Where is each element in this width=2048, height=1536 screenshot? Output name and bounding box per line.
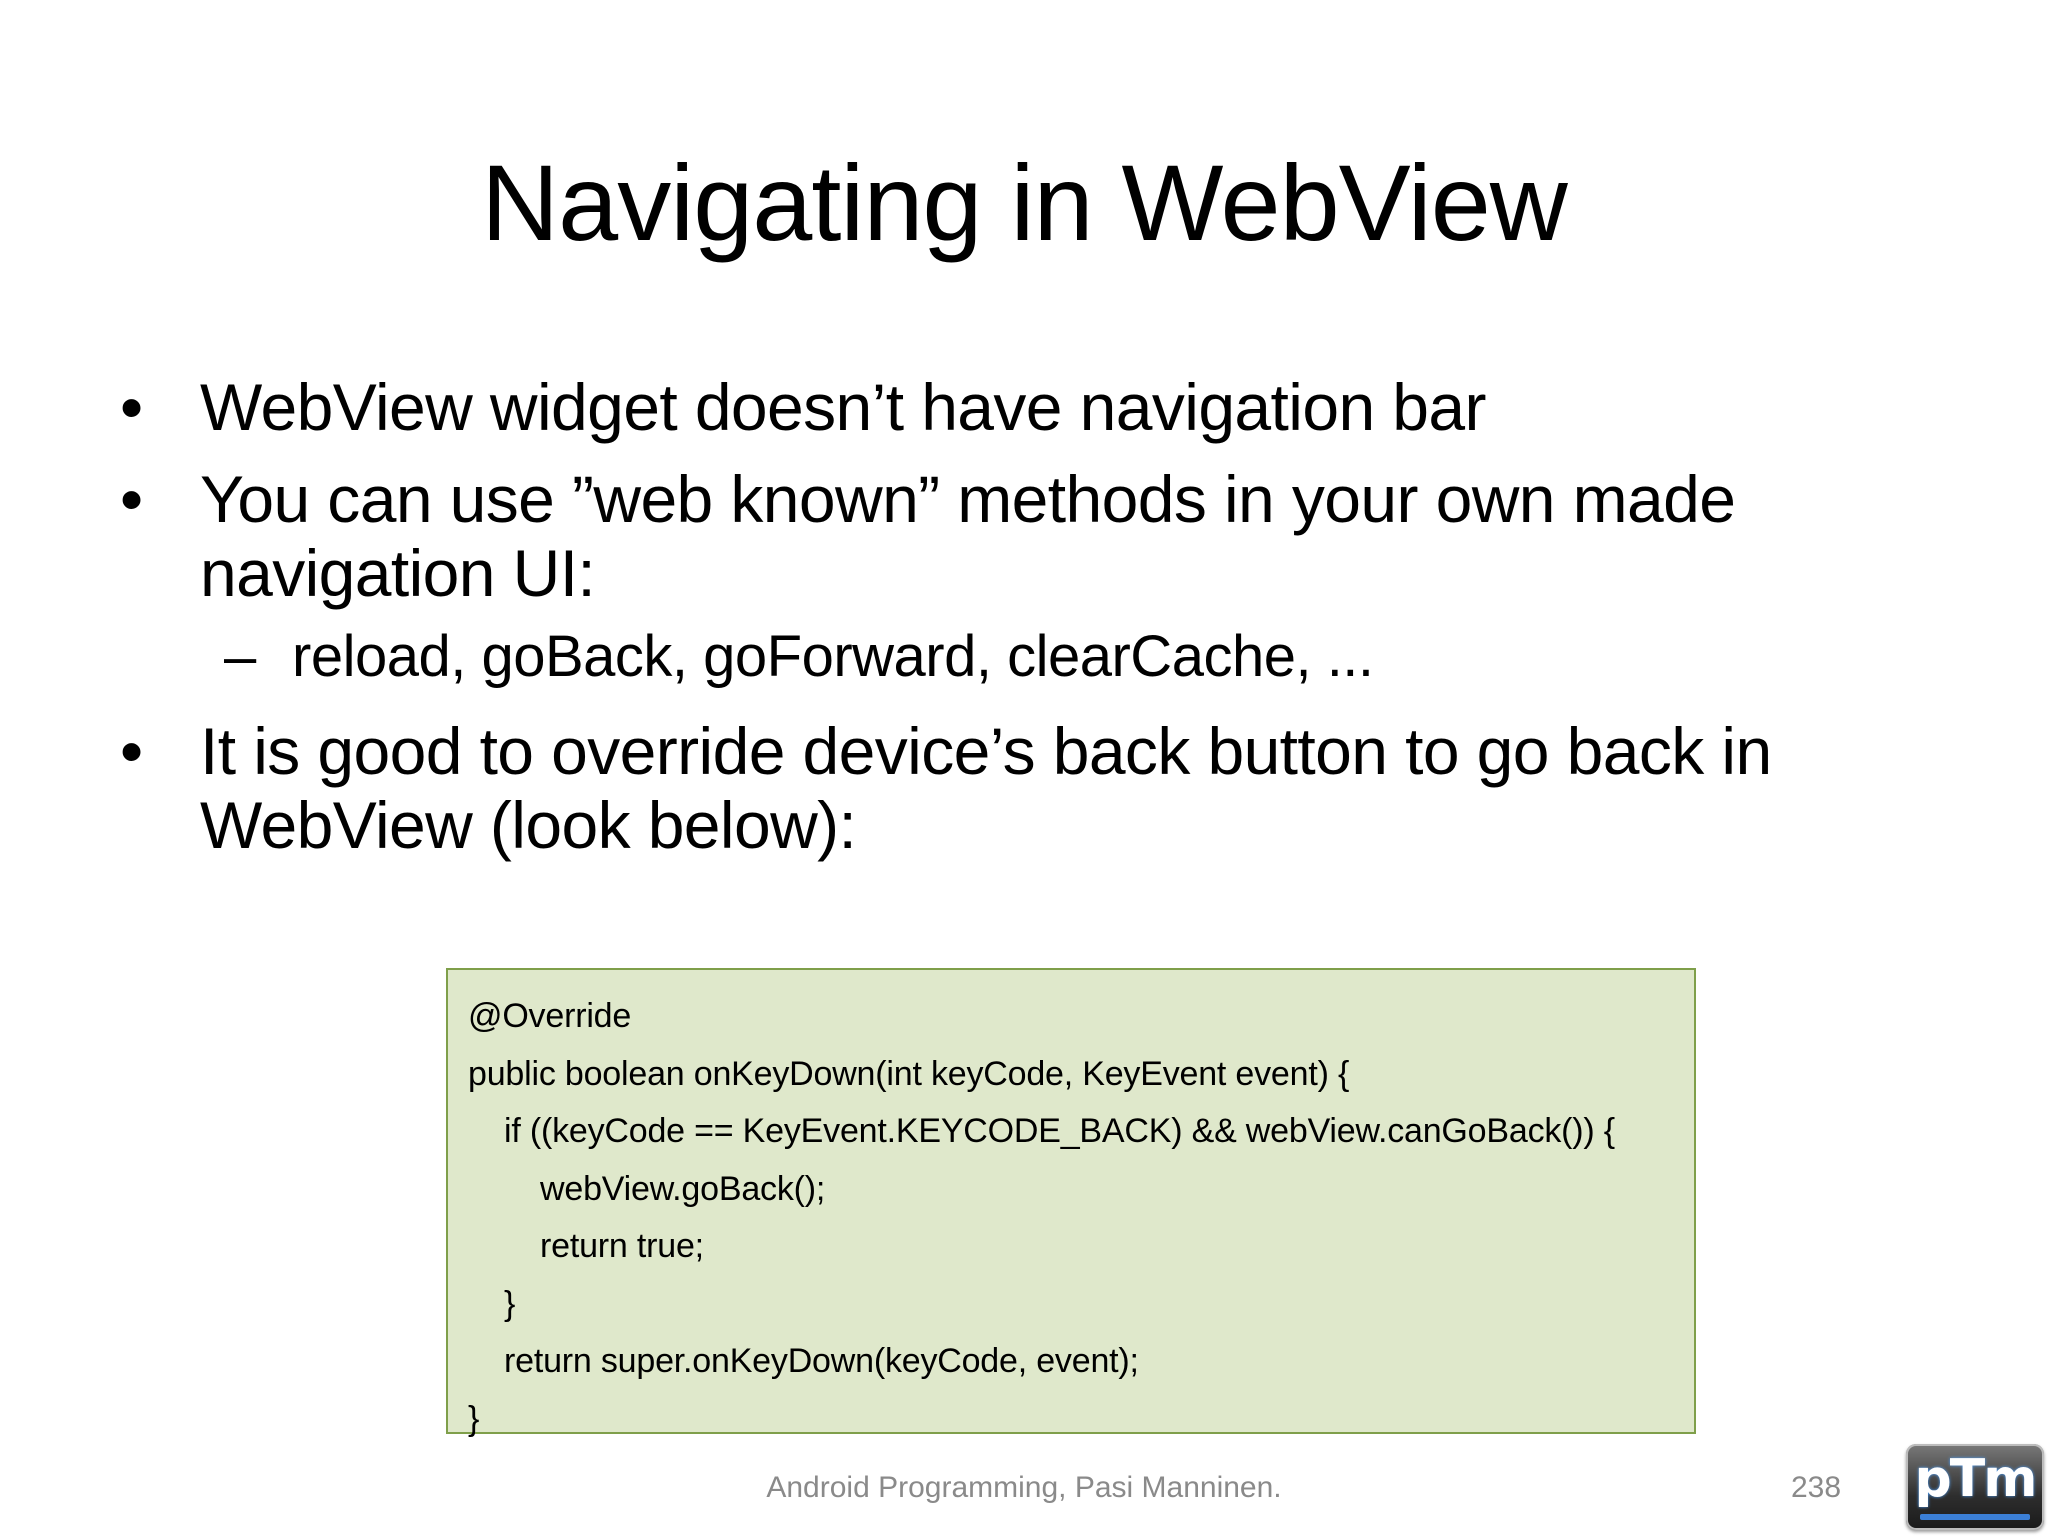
bullet-marker: • <box>120 714 143 788</box>
code-line: } <box>504 1284 516 1323</box>
slide-title: Navigating in WebView <box>481 142 1567 263</box>
ptm-logo-icon <box>1906 1444 2044 1530</box>
bullet-text: WebView widget doesn’t have navigation bar <box>200 370 1486 444</box>
code-line: return super.onKeyDown(keyCode, event); <box>504 1342 1139 1380</box>
code-block <box>446 968 1696 1438</box>
sub-bullet-marker: – <box>224 624 256 689</box>
bullet-text: You can use ”web known” methods in your own made navigation UI: <box>200 462 1736 610</box>
code-line: } <box>468 1399 480 1438</box>
bullet-text: It is good to override device’s back button to go back in WebView (look below): <box>200 714 1772 862</box>
code-line: webView.goBack(); <box>540 1169 826 1208</box>
bullet-item <box>120 462 1980 610</box>
code-line: if ((keyCode == KeyEvent.KEYCODE_BACK) && webView.canGoBack()) { <box>504 1112 1615 1150</box>
code-line: @Override <box>468 997 632 1035</box>
logo-strip <box>1920 1514 2030 1520</box>
footer-text: Android Programming, Pasi Manninen. <box>766 1471 1282 1504</box>
page-number: 238 <box>1790 1471 1842 1504</box>
bullet-item <box>120 714 1980 862</box>
code-line: return true; <box>540 1227 704 1265</box>
bullet-item <box>120 370 1980 444</box>
bullet-marker: • <box>120 462 143 536</box>
sub-bullet-item <box>224 622 1892 692</box>
code-line: public boolean onKeyDown(int keyCode, KeyEvent event) { <box>468 1054 1350 1093</box>
logo-text: pTm <box>1914 1449 2036 1509</box>
bullet-marker: • <box>120 370 143 444</box>
sub-bullet-text: reload, goBack, goForward, clearCache, ... <box>292 624 1374 689</box>
